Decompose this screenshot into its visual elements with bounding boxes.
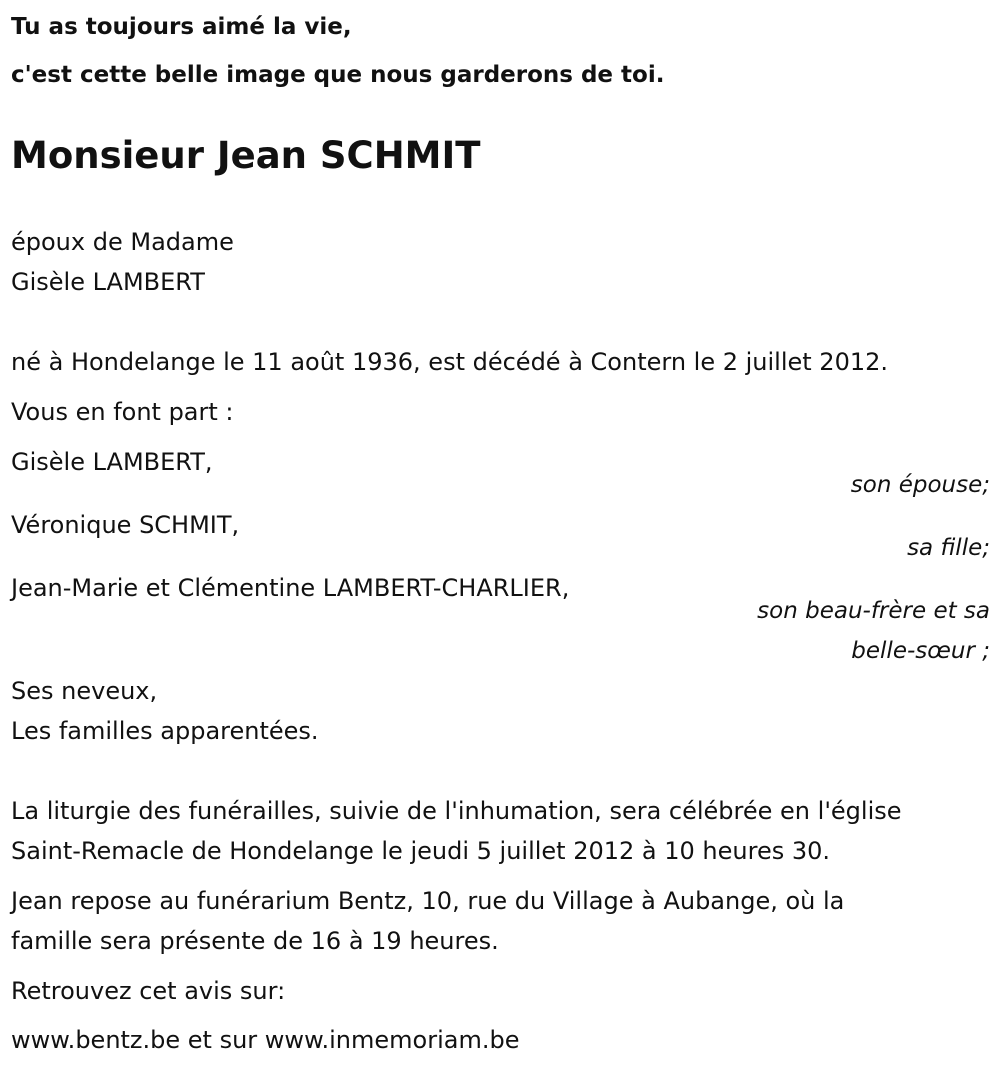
online-intro: Retrouvez cet avis sur: (11, 977, 286, 1005)
announcer-name: Jean-Marie et Clémentine LAMBERT-CHARLIER, (11, 574, 570, 602)
announcer-name: Gisèle LAMBERT, (11, 448, 213, 476)
viewing-line-2: famille sera présente de 16 à 19 heures. (11, 927, 499, 955)
spouse-line-1: époux de Madame (11, 228, 234, 256)
announcers-intro: Vous en font part : (11, 398, 234, 426)
announcer-relation: son épouse; (850, 472, 990, 498)
families-line: Les familles apparentées. (11, 717, 319, 745)
online-sites: www.bentz.be et sur www.inmemoriam.be (11, 1026, 520, 1054)
viewing-line-1: Jean repose au funérarium Bentz, 10, rue du Village à Aubange, où la (11, 887, 845, 915)
nephews-line: Ses neveux, (11, 677, 158, 705)
deceased-name: Monsieur Jean SCHMIT (11, 134, 481, 177)
epigraph-line-2: c'est cette belle image que nous garderons de toi. (11, 62, 665, 88)
epigraph-line-1: Tu as toujours aimé la vie, (11, 14, 352, 40)
ceremony-line-2: Saint-Remacle de Hondelange le jeudi 5 juillet 2012 à 10 heures 30. (11, 837, 831, 865)
life-dates: né à Hondelange le 11 août 1936, est décédé à Contern le 2 juillet 2012. (11, 348, 889, 376)
ceremony-line-1: La liturgie des funérailles, suivie de l'inhumation, sera célébrée en l'église (11, 797, 902, 825)
announcer-name: Véronique SCHMIT, (11, 511, 240, 539)
announcer-relation: belle-sœur ; (851, 638, 990, 664)
spouse-line-2: Gisèle LAMBERT (11, 268, 205, 296)
announcer-relation: son beau-frère et sa (757, 598, 990, 624)
announcer-relation: sa fille; (907, 535, 990, 561)
